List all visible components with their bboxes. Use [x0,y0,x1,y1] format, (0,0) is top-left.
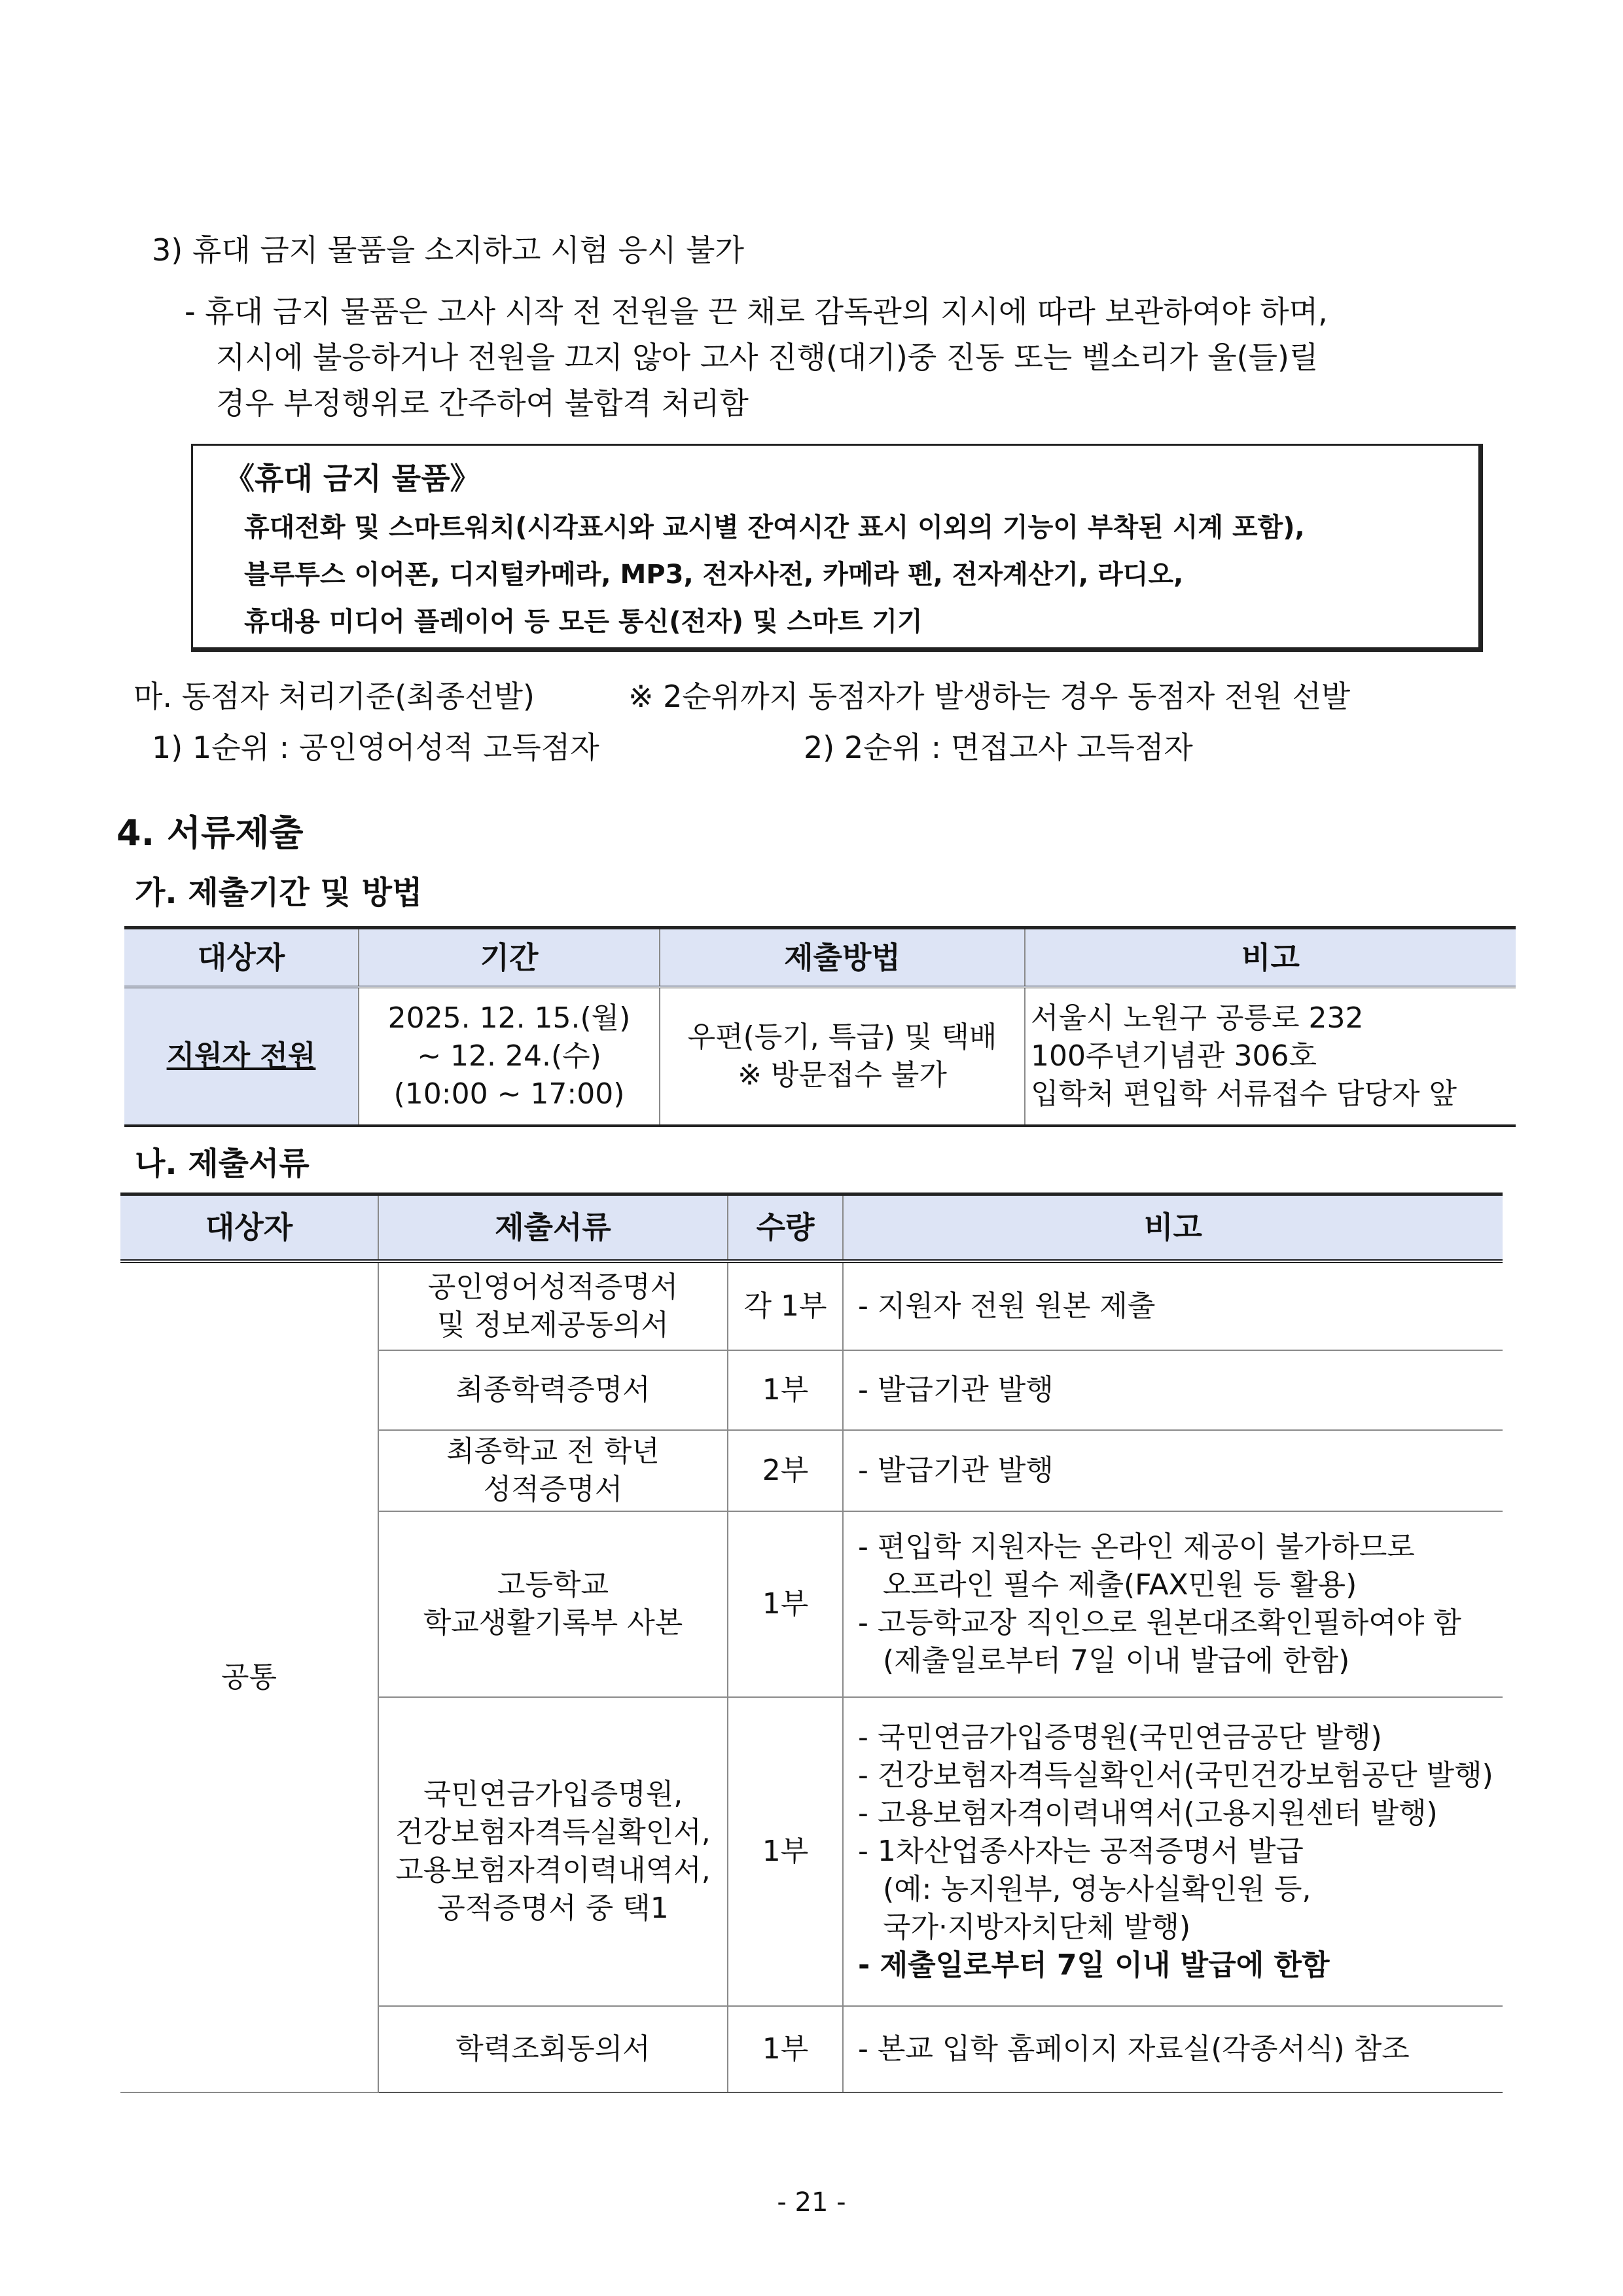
document-line: 국민연금가입증명원, [423,1777,683,1811]
cell-quantity: 2부 [728,1430,843,1511]
note-line: - 고등학교장 직인으로 원본대조확인필하여야 함 [858,1605,1461,1640]
section3-heading: 3) 휴대 금지 물품을 소지하고 시험 응시 불가 [152,232,744,268]
period-line: 2025. 12. 15.(월) [387,1001,631,1035]
header-note: 비고 [843,1194,1503,1261]
target-label: 지원자 전원 [166,1039,316,1073]
prohibited-items-box [191,444,1483,652]
cell-document [378,1511,728,1697]
prohibited-items-title: 《휴대 금지 물품》 [224,461,480,496]
document-line: 최종학교 전 학년 [446,1434,660,1468]
document-line: 고등학교 [497,1568,609,1602]
section4-title: 4. 서류제출 [116,812,304,853]
header-target: 대상자 [120,1194,378,1261]
cell-note [843,1511,1503,1697]
note-line: 서울시 노원구 공릉로 232 [1031,1001,1364,1035]
document-line: 고용보험자격이력내역서, [395,1853,711,1887]
tie-rule-rank1: 1) 1순위 : 공인영어성적 고득점자 [152,730,599,765]
note-line: (제출일로부터 7일 이내 발급에 한함) [883,1643,1350,1677]
document-line: 학교생활기록부 사본 [423,1605,683,1640]
cell-note [843,1697,1503,2006]
note-line: 국가·지방자치단체 발행) [883,1910,1191,1944]
cell-note [843,1350,1503,1430]
document-line: 공인영어성적증명서 [427,1270,679,1304]
note-line: - 지원자 전원 원본 제출 [858,1289,1156,1323]
cell-target-common: 공통 [120,1261,378,2092]
cell-quantity: 1부 [728,1697,843,2006]
period-line: (10:00 ~ 17:00) [393,1077,625,1111]
note-line: - 1차산업종사자는 공적증명서 발급 [858,1834,1304,1868]
cell-quantity: 각 1부 [728,1261,843,1350]
section3-bullet-line-2: 지시에 불응하거나 전원을 끄지 않아 고사 진행(대기)중 진동 또는 벨소리가 울(들)릴 [216,340,1319,375]
prohibited-items-line-1: 휴대전화 및 스마트워치(시각표시와 교시별 잔여시간 표시 이외의 기능이 부착된 시계 포함), [244,512,1305,543]
cell-document [378,1350,728,1430]
document-line: 최종학력증명서 [455,1372,651,1407]
cell-note [843,1261,1503,1350]
tie-rule-rank2: 2) 2순위 : 면접고사 고득점자 [804,730,1193,765]
note-line: (예: 농지원부, 영농사실확인원 등, [883,1872,1311,1906]
note-line: - 고용보험자격이력내역서(고용지원센터 발행) [858,1796,1438,1830]
section3-bullet-line-3: 경우 부정행위로 간주하여 불합격 처리함 [216,386,749,421]
section3-bullet-line-1: - 휴대 금지 물품은 고사 시작 전 전원을 끈 채로 감독관의 지시에 따라 보관하여야 하며, [185,294,1328,329]
method-line: 우편(등기, 특급) 및 택배 [687,1020,997,1054]
tie-rule-heading: 마. 동점자 처리기준(최종선발) [134,679,535,714]
header-note: 비고 [1025,928,1516,987]
note-line: - 건강보험자격득실확인서(국민건강보험공단 발행) [858,1758,1493,1792]
submission-period-table [124,926,1516,1127]
prohibited-items-line-3: 휴대용 미디어 플레이어 등 모든 통신(전자) 및 스마트 기기 [244,607,923,637]
prohibited-items-line-2: 블루투스 이어폰, 디지털카메라, MP3, 전자사전, 카메라 펜, 전자계산기, 라디오, [244,560,1184,590]
section4-sub-b: 나. 제출서류 [135,1145,310,1182]
cell-document [378,2006,728,2092]
period-line: ~ 12. 24.(수) [417,1039,601,1073]
note-line: - 발급기관 발행 [858,1453,1054,1487]
note-line: 입학처 편입학 서류접수 담당자 앞 [1031,1077,1457,1111]
cell-period [359,987,660,1126]
header-method: 제출방법 [660,928,1025,987]
note-line: - 본교 입학 홈페이지 자료실(각종서식) 참조 [858,2032,1410,2066]
header-document: 제출서류 [378,1194,728,1261]
cell-target [124,987,359,1126]
section4-sub-a: 가. 제출기간 및 방법 [135,874,423,911]
note-line: - 편입학 지원자는 온라인 제공이 불가하므로 [858,1530,1415,1564]
cell-document [378,1261,728,1350]
cell-note [843,1430,1503,1511]
tie-rule-note: ※ 2순위까지 동점자가 발생하는 경우 동점자 전원 선발 [628,679,1351,714]
note-line: - 발급기관 발행 [858,1372,1054,1407]
method-line: ※ 방문접수 불가 [738,1058,947,1092]
document-line: 건강보험자격득실확인서, [395,1815,711,1849]
document-line: 및 정보제공동의서 [437,1308,669,1342]
cell-note [843,2006,1503,2092]
header-period: 기간 [359,928,660,987]
required-documents-table [120,1193,1503,2093]
note-line: - 국민연금가입증명원(국민연금공단 발행) [858,1720,1382,1754]
cell-quantity: 1부 [728,1511,843,1697]
document-line: 공적증명서 중 택1 [437,1891,669,1925]
cell-note [1025,987,1516,1126]
note-line: 오프라인 필수 제출(FAX민원 등 활용) [883,1568,1357,1602]
cell-method [660,987,1025,1126]
note-line: 100주년기념관 306호 [1031,1039,1317,1073]
cell-quantity: 1부 [728,2006,843,2092]
page-number: - 21 - [777,2187,846,2217]
cell-document [378,1430,728,1511]
header-quantity: 수량 [728,1194,843,1261]
note-line-emphasis: - 제출일로부터 7일 이내 발급에 한함 [858,1948,1330,1982]
document-line: 성적증명서 [483,1472,623,1506]
header-target: 대상자 [124,928,359,987]
cell-quantity: 1부 [728,1350,843,1430]
document-line: 학력조회동의서 [455,2032,651,2066]
cell-document [378,1697,728,2006]
